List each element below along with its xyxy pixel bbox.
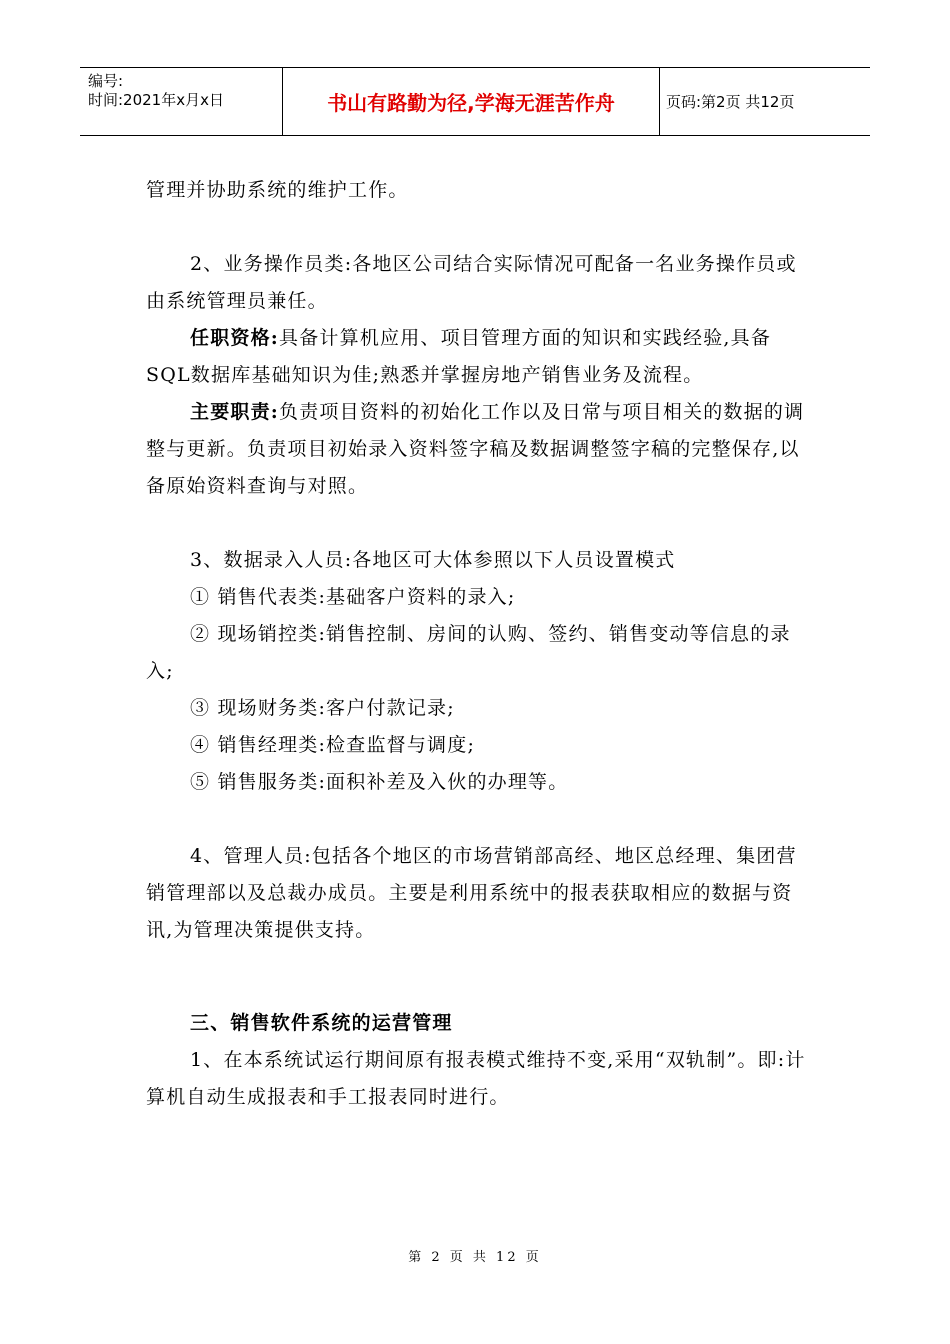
page-footer: 第 2 页 共 12 页 bbox=[408, 1250, 542, 1265]
paragraph: 4、管理人员:包括各个地区的市场营销部高经、地区总经理、集团营销管理部以及总裁办成员。主要是利用系统中的报表获取相应的数据与资讯,为管理决策提供支持。 bbox=[146, 845, 797, 941]
header-motto: 书山有路勤为径,学海无涯苦作舟 bbox=[282, 68, 660, 135]
list-item: ① 销售代表类:基础客户资料的录入; bbox=[190, 586, 516, 608]
paragraph: 1、在本系统试运行期间原有报表模式维持不变,采用“双轨制”。即:计算机自动生成报表和手工报表同时进行。 bbox=[146, 1049, 806, 1108]
header-meta bbox=[80, 68, 282, 135]
paragraph-text: 负责项目资料的初始化工作以及日常与项目相关的数据的调整与更新。负责项目初始录入资料签字稿及数据调整签字稿的完整保存,以备原始资料查询与对照。 bbox=[146, 401, 805, 497]
bold-label: 任职资格: bbox=[190, 327, 280, 349]
document-body bbox=[146, 172, 808, 1116]
bold-label: 主要职责: bbox=[190, 401, 280, 423]
list-item: ② 现场销控类:销售控制、房间的认购、签约、销售变动等信息的录入; bbox=[146, 623, 791, 682]
paragraph bbox=[146, 320, 808, 394]
list-item: ③ 现场财务类:客户付款记录; bbox=[190, 697, 455, 719]
list-item: ④ 销售经理类:检查监督与调度; bbox=[190, 734, 476, 756]
section-title bbox=[146, 1005, 808, 1042]
time-label: 时间:2021年x月x日 bbox=[88, 91, 224, 109]
paragraph: 3、数据录入人员:各地区可大体参照以下人员设置模式 bbox=[190, 549, 676, 571]
number-label: 编号: bbox=[88, 72, 124, 90]
page-header bbox=[80, 67, 870, 136]
paragraph: 2、业务操作员类:各地区公司结合实际情况可配备一名业务操作员或由系统管理员兼任。 bbox=[146, 253, 797, 312]
header-page-info: 页码:第2页 共12页 bbox=[666, 93, 795, 111]
paragraph-text: 具备计算机应用、项目管理方面的知识和实践经验,具备SQL数据库基础知识为佳;熟悉并掌握房地产销售业务及流程。 bbox=[146, 327, 772, 386]
section-title-text: 三、销售软件系统的运营管理 bbox=[190, 1012, 453, 1034]
paragraph bbox=[146, 394, 808, 505]
list-item: ⑤ 销售服务类:面积补差及入伙的办理等。 bbox=[190, 771, 569, 793]
paragraph: 管理并协助系统的维护工作。 bbox=[146, 179, 409, 201]
